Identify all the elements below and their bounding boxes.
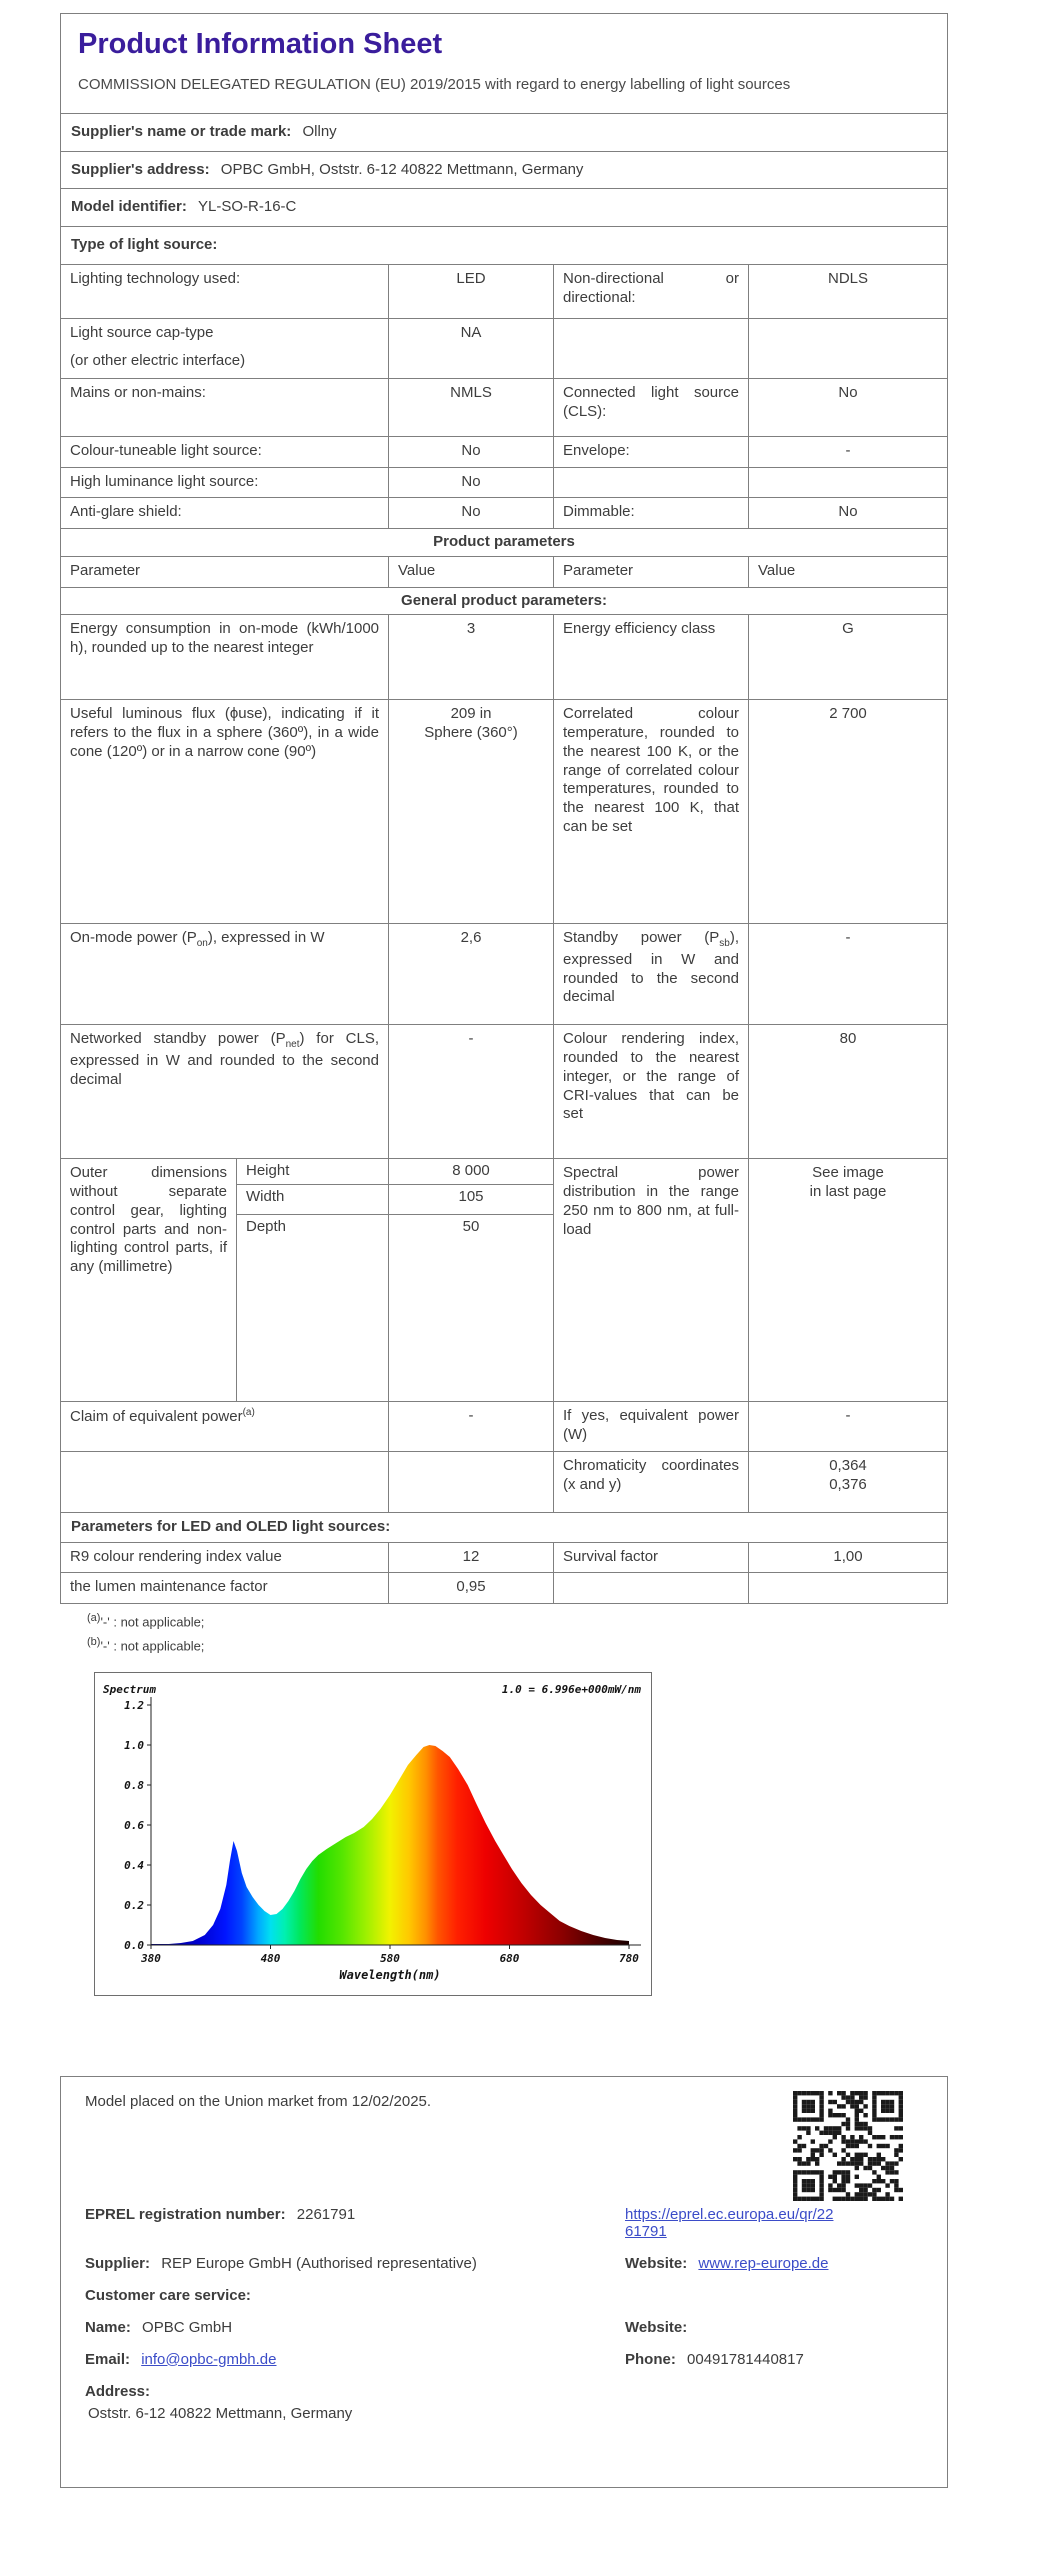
- param-label: Correlated colour temperature, rounded to the nearest 100 K, or the range of correlated colour temperatures, rounded to the nearest 100 K, that can be set: [553, 700, 748, 923]
- table-row: [61, 436, 947, 467]
- product-info-table: [60, 13, 948, 1604]
- param-value: -: [748, 437, 947, 467]
- param-value: 0,95: [388, 1573, 553, 1603]
- param-value: [748, 1452, 947, 1512]
- supplier-label: Supplier:: [85, 2254, 151, 2272]
- eprel-registration: [85, 2206, 625, 2223]
- page-title: Product Information Sheet: [78, 28, 443, 60]
- svg-text:380: 380: [141, 1951, 161, 1965]
- footnote-a: $^{(a)}$'-' : not applicable;: [87, 1612, 205, 1630]
- phone-label: Phone:: [625, 2350, 676, 2368]
- column-header: Parameter: [70, 561, 141, 579]
- param-label: Energy consumption in on-mode (kWh/1000 h), rounded up to the nearest integer: [70, 620, 379, 656]
- param-label: Dimmable:: [553, 498, 748, 528]
- param-value: 1,00: [748, 1543, 947, 1573]
- care-email: [85, 2351, 625, 2368]
- column-header: Value: [388, 557, 553, 587]
- phone-value: 00491781440817: [687, 2350, 804, 2368]
- param-value: [748, 319, 947, 378]
- type-of-light-source-heading: Type of light source:: [61, 226, 947, 264]
- footnotes: [87, 1612, 1041, 1654]
- svg-text:Wavelength(nm): Wavelength(nm): [339, 1967, 441, 1982]
- param-value: [748, 1573, 947, 1603]
- svg-text:1.2: 1.2: [124, 1698, 144, 1712]
- eprel-link[interactable]: https://eprel.ec.europa.eu/qr/22 61791: [625, 2205, 834, 2240]
- supplier-name-label: Supplier's name or trade mark:: [71, 122, 292, 140]
- table-row: [61, 1542, 947, 1573]
- supplier-name-value: Ollny: [302, 122, 337, 140]
- email-label: Email:: [85, 2350, 131, 2368]
- param-value: NA: [388, 319, 553, 378]
- param-value: LED: [388, 265, 553, 318]
- table-row: [61, 378, 947, 436]
- param-label-line2: (or other electric interface): [70, 351, 246, 369]
- param-value: 2 700: [748, 700, 947, 923]
- name-row: [85, 2319, 923, 2336]
- svg-text:780: 780: [619, 1951, 639, 1965]
- param-label: Colour rendering index, rounded to the nearest integer, or the range of CRI-values that can be set: [553, 1025, 748, 1158]
- eprel-value: 2261791: [296, 2205, 356, 2223]
- name-value: OPBC GmbH: [142, 2318, 233, 2336]
- eprel-row: [85, 2206, 923, 2240]
- param-label: Spectral power distribution in the range 250 nm to 800 nm, at full-load: [553, 1159, 748, 1401]
- param-value: -: [388, 1402, 553, 1451]
- param-label: [553, 1573, 748, 1603]
- param-value: -: [388, 1025, 553, 1158]
- param-label: Lighting technology used:: [70, 269, 241, 287]
- supplier-address-row: [61, 151, 947, 189]
- value-line2: 0,376: [829, 1475, 867, 1493]
- param-label: [553, 319, 748, 378]
- qr-code: [793, 2091, 903, 2201]
- led-oled-heading: Parameters for LED and OLED light sources:: [61, 1512, 947, 1542]
- param-value: [388, 1452, 553, 1512]
- param-label-line1: Light source cap-type: [70, 323, 214, 341]
- param-label: Chromaticity coordinates (x and y): [553, 1452, 748, 1512]
- param-label: Networked standby power $(P_{net})$ for CLS, expressed in W and rounded to the second decimal: [70, 1030, 379, 1088]
- svg-text:0.8: 0.8: [124, 1778, 144, 1792]
- param-value: -: [748, 924, 947, 1024]
- param-label: If yes, equivalent power (W): [553, 1402, 748, 1451]
- table-row: [61, 264, 947, 318]
- param-header-row: [61, 556, 947, 587]
- customer-care-row: [85, 2287, 923, 2304]
- supplier-address-value: OPBC GmbH, Oststr. 6-12 40822 Mettmann, Germany: [220, 160, 584, 178]
- address-value: Oststr. 6-12 40822 Mettmann, Germany: [88, 2404, 353, 2422]
- care-address: [85, 2383, 625, 2422]
- table-row: [61, 467, 947, 498]
- value-line1: 209 in: [450, 705, 492, 723]
- dimension-value: 105: [388, 1185, 553, 1215]
- table-row: [61, 1451, 947, 1512]
- param-value: 12: [388, 1543, 553, 1573]
- table-row: [61, 497, 947, 528]
- param-value: No: [748, 498, 947, 528]
- supplier-row: [85, 2255, 923, 2272]
- market-info-box: [60, 2076, 948, 2488]
- param-label: Non-directional or directional:: [553, 265, 748, 318]
- table-row: [61, 318, 947, 378]
- param-value: 2,6: [388, 924, 553, 1024]
- value-line1: See image: [812, 1164, 884, 1182]
- website2-label: Website:: [625, 2318, 688, 2336]
- param-label: Survival factor: [553, 1543, 748, 1573]
- svg-text:0.0: 0.0: [124, 1938, 144, 1952]
- supplier-value: REP Europe GmbH (Authorised representative): [161, 2254, 477, 2272]
- svg-text:Spectrum: Spectrum: [103, 1682, 156, 1696]
- svg-text:480: 480: [260, 1951, 281, 1965]
- param-label: Energy efficiency class: [553, 615, 748, 699]
- param-label: High luminance light source:: [70, 472, 259, 490]
- param-value: G: [748, 615, 947, 699]
- table-row: [61, 614, 947, 699]
- param-value: [748, 468, 947, 498]
- svg-text:0.6: 0.6: [124, 1818, 144, 1832]
- param-value: [748, 1159, 947, 1401]
- param-label: Claim of equivalent power$^{(a)}$: [70, 1407, 255, 1426]
- dimensions-row: [61, 1158, 947, 1401]
- spectrum-chart: [94, 1672, 652, 1996]
- care-phone: [625, 2351, 923, 2368]
- param-value: No: [388, 498, 553, 528]
- dimension-value: 50: [388, 1215, 553, 1401]
- table-row: [61, 1572, 947, 1603]
- param-label: [61, 1452, 388, 1512]
- param-value: -: [748, 1402, 947, 1451]
- column-header: Parameter: [553, 557, 748, 587]
- value-line2: in last page: [809, 1183, 887, 1200]
- general-parameters-heading: General product parameters:: [61, 587, 947, 615]
- param-label: [553, 468, 748, 498]
- svg-text:580: 580: [380, 1951, 400, 1965]
- param-label: Envelope:: [553, 437, 748, 467]
- email-row: [85, 2351, 923, 2368]
- param-value: 3: [388, 615, 553, 699]
- spectrum-plot: [95, 1673, 649, 1993]
- regulation-subtitle: COMMISSION DELEGATED REGULATION (EU) 2019/2015 with regard to energy labelling of light sources: [78, 76, 791, 94]
- name-label: Name:: [85, 2318, 131, 2336]
- supplier-address-label: Supplier's address:: [71, 160, 210, 178]
- param-value: [388, 700, 553, 923]
- value-line2: Sphere (360°): [424, 724, 518, 741]
- value-line1: 0,364: [829, 1456, 867, 1474]
- param-value: No: [748, 379, 947, 436]
- param-label: Useful luminous flux (ϕuse), indicating if it refers to the flux in a sphere (360º), in a wide cone (120º) or in a narrow cone (90º): [70, 705, 379, 760]
- product-parameters-heading: Product parameters: [61, 528, 947, 556]
- param-label: R9 colour rendering index value: [70, 1547, 282, 1565]
- column-header: Value: [748, 557, 947, 587]
- market-placed-text: Model placed on the Union market from 12/02/2025.: [85, 2092, 432, 2110]
- param-label: Connected light source (CLS):: [553, 379, 748, 436]
- model-identifier-label: Model identifier:: [71, 198, 187, 216]
- dimensions-label: Outer dimensions without separate control gear, lighting control parts and non-lighting control parts, if any (millimetre): [70, 1164, 227, 1275]
- param-label: Mains or non-mains:: [70, 383, 206, 401]
- dimension-name: Depth: [236, 1215, 388, 1401]
- svg-text:0.2: 0.2: [124, 1898, 144, 1912]
- svg-text:1.0: 1.0: [124, 1738, 144, 1752]
- footnote-b: $^{(b)}$'-' : not applicable;: [87, 1636, 205, 1654]
- website-link[interactable]: www.rep-europe.de: [698, 2254, 829, 2272]
- email-link[interactable]: info@opbc-gmbh.de: [141, 2350, 277, 2368]
- svg-text:0.4: 0.4: [124, 1858, 144, 1872]
- care-website: [625, 2319, 923, 2336]
- eprel-label: EPREL registration number:: [85, 2205, 286, 2223]
- supplier-info: [85, 2255, 625, 2272]
- address-label: Address:: [85, 2382, 151, 2400]
- param-label: On-mode power $(P_{on})$, expressed in W: [70, 929, 325, 950]
- customer-care-heading: Customer care service:: [85, 2286, 251, 2304]
- address-row: [85, 2383, 923, 2422]
- param-value: NDLS: [748, 265, 947, 318]
- title-block: [61, 14, 947, 113]
- param-value: No: [388, 437, 553, 467]
- param-label: Colour-tuneable light source:: [70, 441, 262, 459]
- svg-text:680: 680: [499, 1951, 520, 1965]
- website-info: [625, 2255, 923, 2272]
- model-identifier-value: YL-SO-R-16-C: [198, 198, 297, 216]
- param-label: [61, 319, 388, 378]
- param-value: No: [388, 468, 553, 498]
- param-label: Anti-glare shield:: [70, 503, 182, 521]
- table-row: [61, 1024, 947, 1158]
- dimension-name: Width: [236, 1185, 388, 1215]
- dimension-value: 8 000: [388, 1159, 553, 1185]
- table-row: [61, 923, 947, 1024]
- dimension-name: Height: [236, 1159, 388, 1185]
- website-label: Website:: [625, 2254, 688, 2272]
- supplier-name-row: [61, 113, 947, 151]
- param-value: NMLS: [388, 379, 553, 436]
- care-name: [85, 2319, 625, 2336]
- table-row: [61, 1401, 947, 1451]
- param-label: the lumen maintenance factor: [70, 1578, 268, 1596]
- table-row: [61, 699, 947, 923]
- svg-text:1.0 = 6.996e+000mW/nm: 1.0 = 6.996e+000mW/nm: [501, 1682, 641, 1696]
- param-label: Standby power $(P_{sb})$, expressed in W and rounded to the second decimal: [553, 924, 748, 1024]
- param-value: 80: [748, 1025, 947, 1158]
- model-identifier-row: [61, 188, 947, 226]
